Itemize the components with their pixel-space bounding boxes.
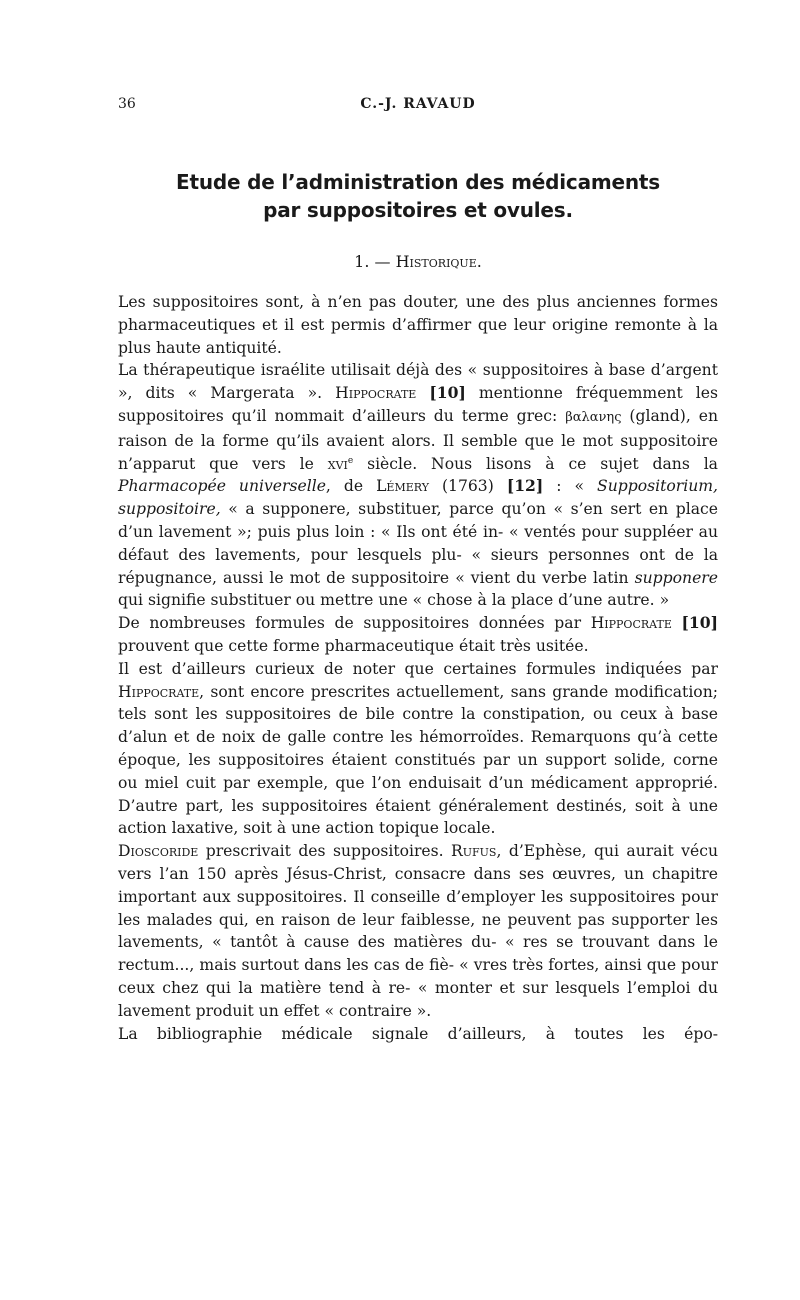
book-page — [118, 96, 718, 1045]
paragraph-2-text-f: (1763) — [428, 477, 507, 496]
paragraph-3 — [118, 612, 718, 658]
author-name-hippocrate: Hippocrate — [335, 384, 417, 403]
century-superscript: e — [347, 455, 354, 466]
author-name-hippocrate-2: Hippocrate — [590, 614, 672, 633]
century-numeral: xvi — [327, 454, 348, 473]
author-name-rufus: Rufus, — [451, 842, 502, 861]
paragraph-5 — [118, 840, 718, 1022]
section-heading: 1. — Historique. — [354, 252, 482, 271]
paragraph-2-text-i: qui signifie substituer ou mettre une « chose à la place d’une autre. » — [118, 591, 670, 610]
paragraph-2-text-g: : « — [543, 477, 598, 496]
paragraph-2-text-h: « a supponere, substituer, parce qu’on « s’en sert en place d’un lavement »; puis plus loin : « Ils ont été in- « ventés pour suppléer au défaut des lavements, pour lesquels plu- « sieurs personnes ont de la répugnance, aussi le mot de suppositoire « vient du verbe latin — [118, 500, 718, 587]
paragraph-2-text-b: mentionne fréquemment les suppositoires qu’il nommait d’ailleurs du terme grec: — [118, 384, 718, 425]
reference-12: [12] — [506, 476, 544, 496]
term-supponere: supponere — [634, 568, 718, 587]
chapter-title-line-2: par suppositoires et ovules. — [263, 198, 573, 222]
paragraph-2-text-a: La thérapeutique israélite utilisait déjà des « suppositoires à base d’argent », dits « Margerata ». — [118, 361, 718, 403]
paragraph-2-text-d: siècle. Nous lisons à ce sujet dans la — [353, 454, 718, 473]
paragraph-4 — [118, 658, 718, 840]
greek-word: βαλανης — [565, 409, 622, 425]
paragraph-3-text-b: prouvent que cette forme pharmaceutique était très usitée. — [118, 636, 589, 655]
paragraph-4-text-b: sont encore prescrites actuellement, sans grande modification; tels sont les suppositoires de bile contre la constipation, ou ceux à base d’alun et de noix de galle contre les hémorroïdes. Remarquons qu’à cette époque, les suppositoires étaient constitués par un support solide, corne ou miel cuit par exemple, que l’on enduisait d’un médicament approprié. D’autre part, les suppositoires étaient généralement destinés, soit à une action laxative, soit à une action topique locale. — [118, 682, 718, 838]
page-number: 36 — [118, 96, 136, 112]
paragraph-1 — [118, 291, 718, 359]
body-text — [118, 291, 718, 1045]
chapter-title-line-1: Etude de l’administration des médicaments — [176, 170, 660, 194]
chapter-title — [118, 168, 718, 224]
paragraph-2-text-e: , de — [325, 477, 377, 496]
author-name-lemery: Lémery — [376, 477, 429, 496]
paragraph-5-text-b: d’Ephèse, qui aurait vécu vers l’an 150 après Jésus-Christ, consacre dans ses œuvres, un chapitre important aux suppositoires. Il conseille d’employer les suppositoires pour les malades qui, en raison de leur faiblesse, ne peuvent pas supporter les lavements, « tantôt à cause des matières du- « res se trouvant dans le rectum..., mais surtout dans les cas de fiè- « vres très fortes, ainsi que pour ceux chez qui la matière tend à re- « monter et sur lesquels l’emploi du lavement produit un effet « contraire ». — [118, 842, 718, 1020]
paragraph-4-text-a: Il est d’ailleurs curieux de noter que certaines formules indiquées par — [118, 659, 718, 678]
term-suppositorium: Suppositorium, suppositoire, — [118, 477, 718, 519]
page-header — [118, 96, 718, 122]
paragraph-2-text-c: (gland), en raison de la forme qu’ils avaient alors. Il semble que le mot suppositoire n’apparut que vers le — [118, 406, 718, 473]
reference-10-second: [10] — [681, 613, 718, 633]
paragraph-6 — [118, 1023, 718, 1046]
work-title-pharmacopee: Pharmacopée universelle — [118, 477, 326, 496]
running-head: C.-J. RAVAUD — [360, 96, 476, 112]
paragraph-1-text: Les suppositoires sont, à n’en pas douter, une des plus anciennes formes pharmaceutiques et il est permis d’affirmer que leur origine remonte à la plus haute antiquité. — [118, 293, 718, 357]
paragraph-6-text: La bibliographie médicale signale d’ailleurs, à toutes les épo- — [118, 1024, 718, 1043]
reference-10: [10] — [429, 383, 466, 403]
paragraph-3-text-a: De nombreuses formules de suppositoires données par — [118, 614, 591, 633]
paragraph-5-text-a: prescrivait des suppositoires. — [198, 842, 452, 861]
author-name-dioscoride: Dioscoride — [118, 842, 199, 861]
author-name-hippocrate-3: Hippocrate, — [118, 682, 205, 701]
paragraph-2 — [118, 359, 718, 612]
